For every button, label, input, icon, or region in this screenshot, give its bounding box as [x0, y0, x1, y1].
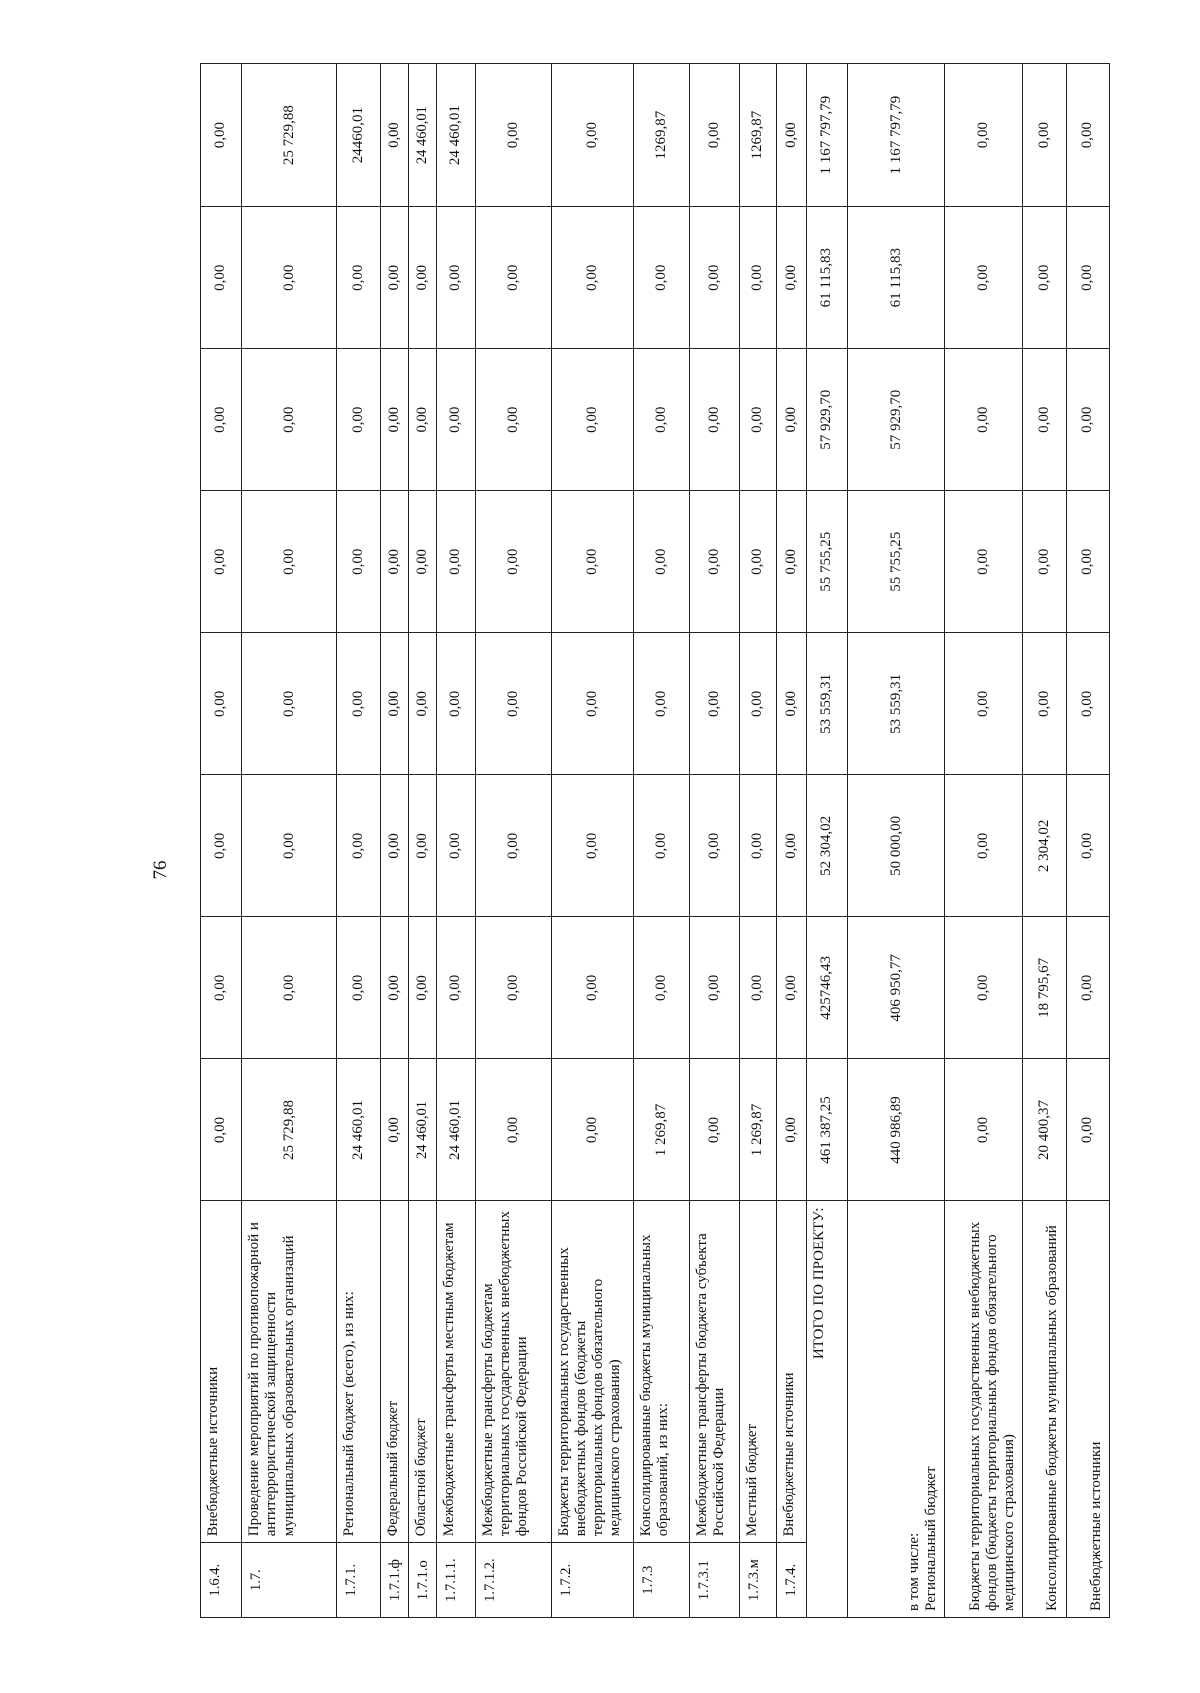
- breakdown-label: Внебюджетные источники: [1087, 1441, 1104, 1611]
- breakdown-row: [1023, 64, 1066, 1618]
- value-cell: 0,00: [739, 917, 776, 1059]
- value-cell: 0,00: [380, 207, 408, 349]
- table-row: [475, 64, 551, 1618]
- value-cell: 0,00: [436, 917, 475, 1059]
- row-name: Внебюджетные источники: [776, 1201, 806, 1543]
- value-cell: 25 729,88: [242, 64, 337, 207]
- table-row: [337, 64, 380, 1618]
- value-cell: 0,00: [337, 207, 380, 349]
- value-cell: 0,00: [633, 917, 689, 1059]
- value-cell: 0,00: [776, 64, 806, 207]
- value-cell: 0,00: [475, 633, 551, 775]
- value-cell: 0,00: [551, 1059, 633, 1201]
- page-number: 76: [150, 860, 171, 880]
- table-body: [201, 64, 1110, 1618]
- value-cell: 24 460,01: [436, 1059, 475, 1201]
- total-value-cell: 57 929,70: [806, 349, 847, 491]
- breakdown-value-cell: 0,00: [945, 917, 1023, 1059]
- breakdown-row: [1066, 64, 1109, 1618]
- value-cell: 0,00: [242, 491, 337, 633]
- value-cell: 0,00: [408, 775, 436, 917]
- value-cell: 1 269,87: [739, 1059, 776, 1201]
- value-cell: 0,00: [380, 1059, 408, 1201]
- value-cell: 0,00: [739, 491, 776, 633]
- value-cell: 0,00: [475, 775, 551, 917]
- value-cell: 0,00: [690, 917, 740, 1059]
- value-cell: 0,00: [633, 775, 689, 917]
- breakdown-name: [1023, 1201, 1066, 1618]
- value-cell: 1 269,87: [633, 1059, 689, 1201]
- row-code: 1.7.1.ф: [380, 1543, 408, 1618]
- value-cell: 0,00: [551, 633, 633, 775]
- row-code: 1.7.1.1.: [436, 1543, 475, 1618]
- value-cell: 0,00: [475, 207, 551, 349]
- row-code: 1.7.1.2.: [475, 1543, 551, 1618]
- value-cell: 0,00: [380, 64, 408, 207]
- row-code: 1.7.4.: [776, 1543, 806, 1618]
- row-code: 1.7.3.м: [739, 1543, 776, 1618]
- row-name: Местный бюджет: [739, 1201, 776, 1543]
- value-cell: 0,00: [739, 775, 776, 917]
- row-code: 1.7.3: [633, 1543, 689, 1618]
- row-name: Межбюджетные трансферты бюджетам территориальных государственных внебюджетных фондов Российской Федерации: [475, 1201, 551, 1543]
- breakdown-label: Бюджеты территориальных государственных внебюджетных фондов (бюджеты территориальных фондов обязательного медицинского страхования): [966, 1221, 1018, 1611]
- breakdown-value-cell: 53 559,31: [848, 633, 945, 775]
- breakdown-value-cell: 440 986,89: [848, 1059, 945, 1201]
- value-cell: 0,00: [201, 775, 242, 917]
- value-cell: 0,00: [690, 491, 740, 633]
- breakdown-value-cell: 2 304,02: [1023, 775, 1066, 917]
- breakdown-value-cell: 0,00: [1066, 1059, 1109, 1201]
- value-cell: 0,00: [690, 349, 740, 491]
- value-cell: 0,00: [380, 633, 408, 775]
- table-row: [242, 64, 337, 1618]
- total-label: ИТОГО ПО ПРОЕКТУ:: [806, 1201, 847, 1618]
- value-cell: 24460,01: [337, 64, 380, 207]
- total-value-cell: 461 387,25: [806, 1059, 847, 1201]
- value-cell: 0,00: [633, 633, 689, 775]
- table-row: [690, 64, 740, 1618]
- table-row: [633, 64, 689, 1618]
- breakdown-value-cell: 57 929,70: [848, 349, 945, 491]
- breakdown-value-cell: 0,00: [1023, 349, 1066, 491]
- value-cell: 24 460,01: [436, 64, 475, 207]
- breakdown-value-cell: 20 400,37: [1023, 1059, 1066, 1201]
- row-code: 1.6.4.: [201, 1543, 242, 1618]
- table-row: [201, 64, 242, 1618]
- value-cell: 0,00: [242, 917, 337, 1059]
- breakdown-value-cell: 1 167 797,79: [848, 64, 945, 207]
- total-row: [806, 64, 847, 1618]
- value-cell: 0,00: [201, 207, 242, 349]
- value-cell: 0,00: [408, 633, 436, 775]
- value-cell: 0,00: [201, 633, 242, 775]
- budget-table: [200, 63, 1110, 1618]
- breakdown-value-cell: 0,00: [1066, 917, 1109, 1059]
- value-cell: 0,00: [436, 775, 475, 917]
- breakdown-row: [848, 64, 945, 1618]
- value-cell: 0,00: [242, 775, 337, 917]
- value-cell: 0,00: [201, 917, 242, 1059]
- value-cell: 1269,87: [633, 64, 689, 207]
- value-cell: 0,00: [408, 349, 436, 491]
- value-cell: 0,00: [380, 491, 408, 633]
- table-row: [776, 64, 806, 1618]
- value-cell: 0,00: [776, 1059, 806, 1201]
- value-cell: 0,00: [551, 491, 633, 633]
- rotated-table-wrapper: [200, 63, 1110, 1618]
- breakdown-value-cell: 0,00: [1066, 349, 1109, 491]
- value-cell: 24 460,01: [408, 1059, 436, 1201]
- table-row: [380, 64, 408, 1618]
- row-name: Бюджеты территориальных государственных внебюджетных фондов (бюджеты территориальных фондов обязательного медицинского страхования): [551, 1201, 633, 1543]
- value-cell: 0,00: [776, 917, 806, 1059]
- value-cell: 0,00: [201, 491, 242, 633]
- value-cell: 0,00: [475, 349, 551, 491]
- value-cell: 0,00: [776, 491, 806, 633]
- value-cell: 0,00: [436, 207, 475, 349]
- row-code: 1.7.2.: [551, 1543, 633, 1618]
- breakdown-prefix: в том числе:: [905, 1532, 922, 1611]
- row-code: 1.7.1.о: [408, 1543, 436, 1618]
- value-cell: 24 460,01: [337, 1059, 380, 1201]
- breakdown-name: [848, 1201, 945, 1618]
- row-name: Консолидированные бюджеты муниципальных образований, из них:: [633, 1201, 689, 1543]
- value-cell: 0,00: [633, 491, 689, 633]
- row-name: Межбюджетные трансферты местным бюджетам: [436, 1201, 475, 1543]
- value-cell: 1269,87: [739, 64, 776, 207]
- value-cell: 0,00: [739, 633, 776, 775]
- value-cell: 0,00: [242, 349, 337, 491]
- value-cell: 0,00: [690, 1059, 740, 1201]
- table-row: [436, 64, 475, 1618]
- value-cell: 0,00: [380, 917, 408, 1059]
- row-name: Межбюджетные трансферты бюджета субъекта Российской Федерации: [690, 1201, 740, 1543]
- breakdown-value-cell: 0,00: [1066, 207, 1109, 349]
- value-cell: 0,00: [408, 491, 436, 633]
- table-row: [551, 64, 633, 1618]
- value-cell: 0,00: [242, 633, 337, 775]
- row-code: 1.7.: [242, 1543, 337, 1618]
- value-cell: 24 460,01: [408, 64, 436, 207]
- value-cell: 0,00: [633, 349, 689, 491]
- total-value-cell: 53 559,31: [806, 633, 847, 775]
- value-cell: 0,00: [337, 491, 380, 633]
- total-value-cell: 1 167 797,79: [806, 64, 847, 207]
- value-cell: 0,00: [776, 775, 806, 917]
- breakdown-value-cell: 0,00: [1023, 64, 1066, 207]
- value-cell: 0,00: [337, 633, 380, 775]
- breakdown-value-cell: 0,00: [945, 1059, 1023, 1201]
- breakdown-value-cell: 406 950,77: [848, 917, 945, 1059]
- row-name: Внебюджетные источники: [201, 1201, 242, 1543]
- value-cell: 0,00: [201, 349, 242, 491]
- value-cell: 0,00: [408, 917, 436, 1059]
- breakdown-value-cell: 0,00: [1066, 775, 1109, 917]
- breakdown-value-cell: 0,00: [1023, 633, 1066, 775]
- value-cell: 0,00: [380, 349, 408, 491]
- breakdown-value-cell: 0,00: [1023, 491, 1066, 633]
- breakdown-value-cell: 0,00: [945, 491, 1023, 633]
- value-cell: 0,00: [551, 775, 633, 917]
- value-cell: 0,00: [690, 207, 740, 349]
- breakdown-row: [945, 64, 1023, 1618]
- breakdown-value-cell: 0,00: [1066, 633, 1109, 775]
- value-cell: 0,00: [436, 349, 475, 491]
- value-cell: 0,00: [242, 207, 337, 349]
- value-cell: 0,00: [201, 64, 242, 207]
- value-cell: 0,00: [739, 207, 776, 349]
- table-row: [739, 64, 776, 1618]
- value-cell: 0,00: [201, 1059, 242, 1201]
- breakdown-value-cell: 0,00: [945, 349, 1023, 491]
- table-row: [408, 64, 436, 1618]
- breakdown-value-cell: 50 000,00: [848, 775, 945, 917]
- value-cell: 0,00: [690, 775, 740, 917]
- row-code: 1.7.1.: [337, 1543, 380, 1618]
- breakdown-name: [1066, 1201, 1109, 1618]
- total-value-cell: 55 755,25: [806, 491, 847, 633]
- value-cell: 0,00: [475, 64, 551, 207]
- value-cell: 0,00: [551, 64, 633, 207]
- value-cell: 0,00: [633, 207, 689, 349]
- total-value-cell: 52 304,02: [806, 775, 847, 917]
- value-cell: 0,00: [776, 207, 806, 349]
- breakdown-value-cell: 18 795,67: [1023, 917, 1066, 1059]
- value-cell: 0,00: [739, 349, 776, 491]
- breakdown-value-cell: 0,00: [1023, 207, 1066, 349]
- value-cell: 0,00: [475, 491, 551, 633]
- value-cell: 0,00: [776, 349, 806, 491]
- breakdown-label: Региональный бюджет: [923, 1466, 940, 1611]
- row-name: Проведение мероприятий по противопожарной и антитеррористической защищенности муниципальных образовательных организаций: [242, 1201, 337, 1543]
- value-cell: 0,00: [436, 633, 475, 775]
- value-cell: 0,00: [551, 917, 633, 1059]
- value-cell: 0,00: [337, 349, 380, 491]
- value-cell: 25 729,88: [242, 1059, 337, 1201]
- breakdown-value-cell: 0,00: [945, 633, 1023, 775]
- value-cell: 0,00: [551, 349, 633, 491]
- row-name: Областной бюджет: [408, 1201, 436, 1543]
- breakdown-name: [945, 1201, 1023, 1618]
- breakdown-value-cell: 55 755,25: [848, 491, 945, 633]
- value-cell: 0,00: [776, 633, 806, 775]
- value-cell: 0,00: [475, 917, 551, 1059]
- breakdown-value-cell: 61 115,83: [848, 207, 945, 349]
- row-code: 1.7.3.1: [690, 1543, 740, 1618]
- value-cell: 0,00: [337, 775, 380, 917]
- breakdown-value-cell: 0,00: [945, 775, 1023, 917]
- value-cell: 0,00: [551, 207, 633, 349]
- total-value-cell: 425746,43: [806, 917, 847, 1059]
- value-cell: 0,00: [475, 1059, 551, 1201]
- breakdown-label: Консолидированные бюджеты муниципальных образований: [1044, 1225, 1061, 1611]
- value-cell: 0,00: [408, 207, 436, 349]
- row-name: Региональный бюджет (всего), из них:: [337, 1201, 380, 1543]
- breakdown-value-cell: 0,00: [945, 207, 1023, 349]
- value-cell: 0,00: [690, 633, 740, 775]
- value-cell: 0,00: [337, 917, 380, 1059]
- value-cell: 0,00: [380, 775, 408, 917]
- breakdown-value-cell: 0,00: [1066, 491, 1109, 633]
- row-name: Федеральный бюджет: [380, 1201, 408, 1543]
- value-cell: 0,00: [436, 491, 475, 633]
- total-value-cell: 61 115,83: [806, 207, 847, 349]
- value-cell: 0,00: [690, 64, 740, 207]
- breakdown-value-cell: 0,00: [945, 64, 1023, 207]
- breakdown-value-cell: 0,00: [1066, 64, 1109, 207]
